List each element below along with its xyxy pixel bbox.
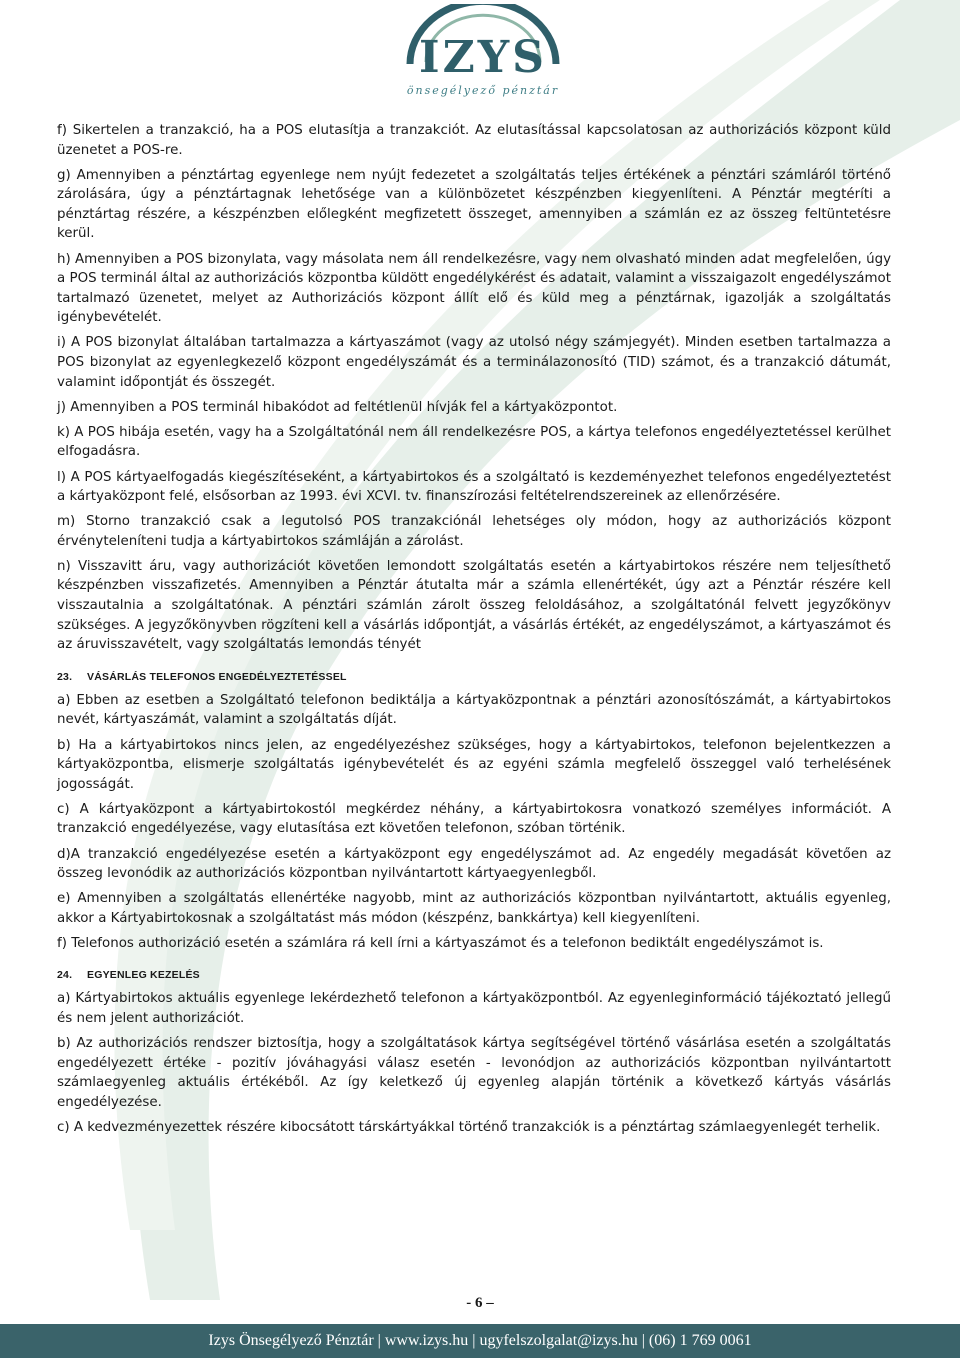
paragraph: c) A kártyaközpont a kártyabirtokostól megkérdez néhány, a kártyabirtokosra vonatkozó személyes információt. A tranzakció engedélyezése, vagy elutasítása ezt követően telefonon, szóban történik. <box>57 801 891 837</box>
section-heading-24 <box>57 968 891 982</box>
section-number: 23. <box>57 670 73 683</box>
paragraph: k) A POS hibája esetén, vagy ha a Szolgáltatónál nem áll rendelkezésre POS, a kártya telefonos engedélyeztetéssel kerülhet elfogadásra. <box>57 424 891 460</box>
paragraph: f) Sikertelen a tranzakció, ha a POS elutasítja a tranzakciót. Az elutasítással kapcsolatosan az authorizációs központ küld üzenetet a POS-re. <box>57 123 891 158</box>
section-title: VÁSÁRLÁS TELEFONOS ENGEDÉLYEZTETÉSSEL <box>87 670 347 683</box>
paragraph: l) A POS kártyaelfogadás kiegészítéseként, a kártyabirtokos és a szolgáltató is kezdeményezhet telefonos engedélyeztetést a kártyaközpont felé, elsősorban az 1993. évi XCVI. tv. finanszírozási feltételrendszereinek az ellenőrzésére. <box>57 469 891 505</box>
paragraph: b) Ha a kártyabirtokos nincs jelen, az engedélyezéshez szükséges, hogy a kártyabirtokos, telefonon bejelentkezzen a kártyaközpontba, elismerje szolgáltatás igénybevételét és az egyéni számla megfelelő összeggel való terhelésének jogosságát. <box>57 737 891 792</box>
paragraph: a) Kártyabirtokos aktuális egyenlege lekérdezhető telefonon a kártyaközpontból. Az egyenleginformáció tájékoztató jellegű és nem jelent authorizációt. <box>57 991 891 1027</box>
paragraph: m) Storno tranzakció csak a legutolsó POS tranzakciónál lehetséges oly módon, hogy az authorizációs központ érvényteleníteni tudja a kártyabirtokos számláján a zárolást. <box>57 514 891 549</box>
paragraph: a) Ebben az esetben a Szolgáltató telefonon bediktálja a kártyaközpontnak a pénztári azonosítószámát, a kártyabirtokos nevét, kártyaszámát, valamint a szolgáltatás díját. <box>57 692 891 728</box>
document-body <box>57 121 891 1143</box>
section-number: 24. <box>57 969 73 982</box>
section-title: EGYENLEG KEZELÉS <box>87 969 200 982</box>
footer-contact-text: Izys Önsegélyező Pénztár | www.izys.hu | ugyfelszolgalat@izys.hu | (06) 1 769 0061 <box>208 1332 752 1349</box>
izys-logo <box>388 4 578 104</box>
logo-tagline: önsegélyező pénztár <box>406 84 560 97</box>
paragraph: d)A tranzakció engedélyezése esetén a kártyaközpont egy engedélyszámot ad. Az engedély megadását követően az összeg levonódik az authorizációs központban nyilvántartott kártyaegyenlegből. <box>57 846 891 882</box>
paragraph: e) Amennyiben a szolgáltatás ellenértéke nagyobb, mint az authorizációs központban nyilvántartott, aktuális egyenleg, akkor a Kártyabirtokosnak a szolgáltatást más módon (készpénz, bankkártya) kell kiegyenlíteni. <box>57 891 891 926</box>
logo-brand-name: IZYS <box>419 32 547 83</box>
paragraph: g) Amennyiben a pénztártag egyenlege nem nyújt fedezetet a szolgáltatás teljes értékének a pénztári számláról történő zárolására, úgy a pénztártagnak lehetősége van a különbözetet készpénzben kiegyenlíteni. A Pénztár megtéríti a pénztártag részére, a készpénzben előlegként megfizetett összeget, amennyiben a számlán ez az összeg feltüntetésre kerül. <box>57 167 891 242</box>
paragraph: j) Amennyiben a POS terminál hibakódot ad feltétlenül hívják fel a kártyaközpontot. <box>57 399 618 415</box>
paragraph: b) Az authorizációs rendszer biztosítja, hogy a szolgáltatások kártya segítségével történő vásárlása esetén a szolgáltatás engedélyezett értéke - pozitív jóváhagyási válasz esetén - levonódjon az authorizációs központban nyilvántartott számlaegyenleg aktuális értékéből. Az így keletkező új egyenleg alapján történik a következő kártyás vásárlás engedélyezése. <box>57 1036 891 1110</box>
paragraph: c) A kedvezményezettek részére kibocsátott társkártyákkal történő tranzakciók is a pénztártag számlaegyenlegét terhelik. <box>57 1120 881 1136</box>
paragraph: f) Telefonos authorizáció esetén a számlára rá kell írni a kártyaszámot és a telefonon bediktált engedélyszámot is. <box>57 935 824 951</box>
paragraph: i) A POS bizonylat általában tartalmazza a kártyaszámot (vagy az utolsó négy számjegyét). Minden esetben tartalmazza a POS bizonylat az egyenlegkezelő központ engedélyszámát és a terminálazonosító (TID) számot, és a tranzakció dátumát, valamint időpontját és összegét. <box>57 335 891 390</box>
page-number: - 6 – <box>466 1295 494 1311</box>
paragraph: h) Amennyiben a POS bizonylata, vagy másolata nem áll rendelkezésre, vagy nem olvasható minden adat megfelelően, úgy a POS terminál által az authorizációs központba küldött engedélykérést és adatait, valamint a visszaigazolt engedélyszámot tartalmazó üzenetet, melyet az Authorizációs központ állít elő és küld meg a pénztárnak, igazolják a szolgáltatás igénybevételét. <box>57 251 891 326</box>
footer-bar <box>0 1324 960 1358</box>
section-heading-23 <box>57 670 891 684</box>
paragraph: n) Visszavitt áru, vagy authorizációt követően lemondott szolgáltatás esetén a kártyabirtokos részére nem teljesíthető készpénzben visszafizetés. Amennyiben a Pénztár átutalta már a számla ellenértékét, úgy azt a Pénztár részére kell visszautalnia a szolgáltatónak. A pénztári számlán zárolt összeg feloldásához, a szolgáltatónál felvett jegyzőkönyv szükséges. A jegyzőkönyvben rögzíteni kell a vásárlás időpontját, a vásárlás értékét, az engedélyszámot, a kártyaszámot és az áruvisszavételt, vagy szolgáltatás lemondás tényét <box>57 558 891 653</box>
